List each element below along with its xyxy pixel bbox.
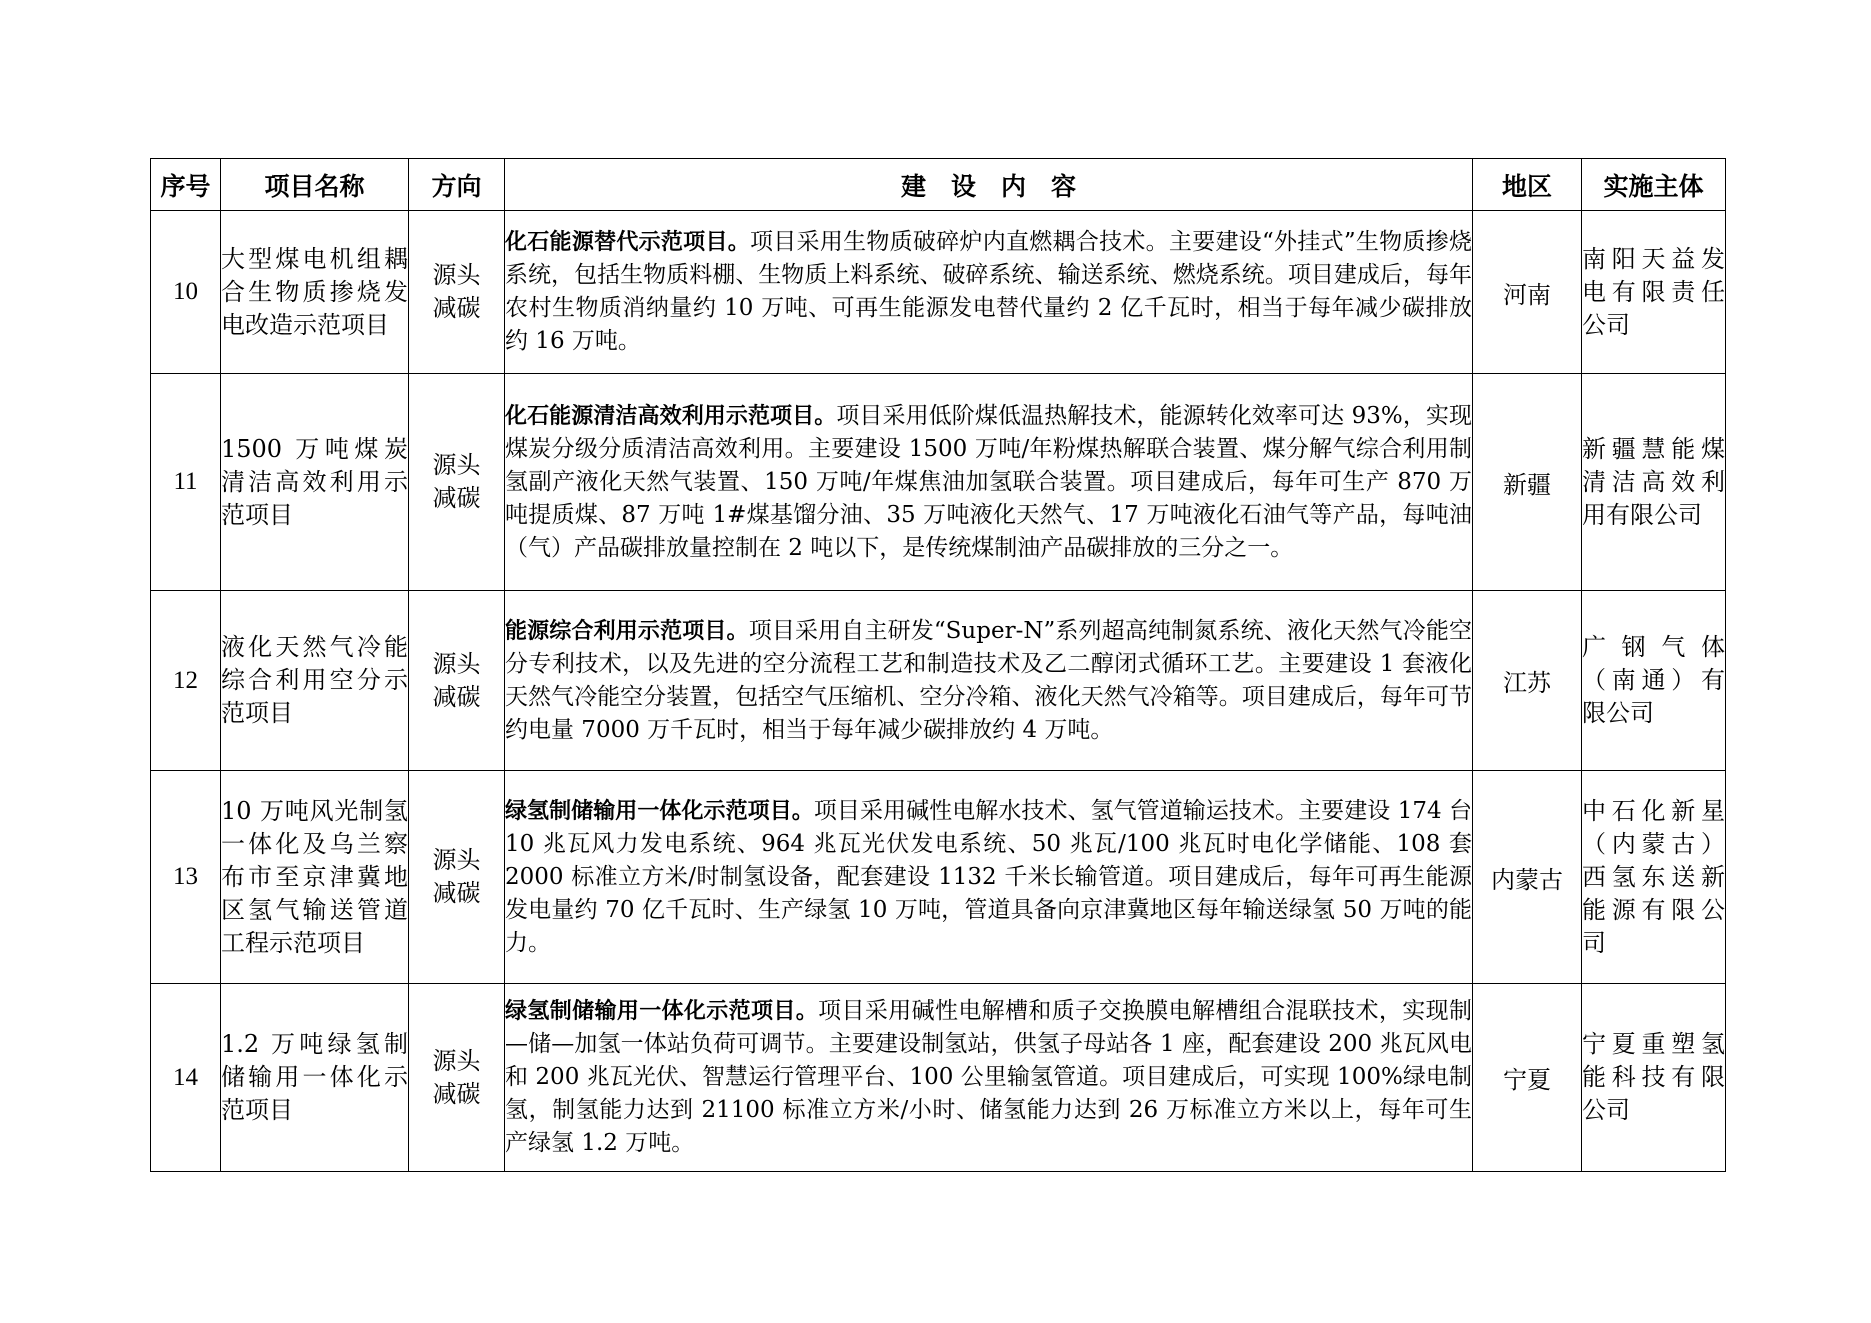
table-row: [151, 591, 1726, 771]
project-name: 10 万吨风光制氢一体化及乌兰察布市至京津冀地区氢气输送管道工程示范项目: [221, 771, 409, 984]
project-content: [505, 211, 1473, 374]
project-org: 广钢气体（南通）有限公司: [1582, 591, 1726, 771]
table-body: [151, 211, 1726, 1172]
project-direction: [409, 211, 505, 374]
direction-line2: 减碳: [432, 682, 481, 711]
project-name: 1.2 万吨绿氢制储输用一体化示范项目: [221, 984, 409, 1172]
header-num: 序号: [151, 159, 221, 211]
row-num: 11: [151, 374, 221, 591]
direction-line2: 减碳: [432, 484, 481, 512]
direction-line1: 源头: [432, 846, 481, 874]
project-content: [505, 984, 1473, 1172]
table-row: [151, 771, 1726, 984]
project-region: 宁夏: [1473, 984, 1582, 1172]
direction-line1: 源头: [432, 1046, 481, 1075]
project-direction: [409, 771, 505, 984]
table-row: [151, 374, 1726, 591]
header-org: 实施主体: [1582, 159, 1726, 211]
table-header: [151, 159, 1726, 211]
project-org: 宁夏重塑氢能科技有限公司: [1582, 984, 1726, 1172]
row-num: 14: [151, 984, 221, 1172]
project-region: 江苏: [1473, 591, 1582, 771]
content-body: 项目采用碱性电解槽和质子交换膜电解槽组合混联技术，实现制—储—加氢一体站负荷可调节。主要建设制氢站，供氢子母站各 1 座，配套建设 200 兆瓦风电和 200 兆瓦光伏、智慧运行管理平台、100 公里输氢管道。项目建成后，可实现 100%绿电制氢，制氢能力达到 21100 标准立方米/小时、储氢能力达到 26 万标准立方米以上，每年可生产绿氢 1.2 万吨。: [505, 998, 1472, 1156]
project-region: 内蒙古: [1473, 771, 1582, 984]
row-num: 10: [151, 211, 221, 374]
row-num: 13: [151, 771, 221, 984]
content-body: 项目采用生物质破碎炉内直燃耦合技术。主要建设“外挂式”生物质掺烧系统，包括生物质料棚、生物质上料系统、破碎系统、输送系统、燃烧系统。项目建成后，每年农村生物质消纳量约 10 万吨、可再生能源发电替代量约 2 亿千瓦时，相当于每年减少碳排放约 16 万吨。: [505, 229, 1472, 354]
content-body: 项目采用碱性电解水技术、氢气管道输运技术。主要建设 174 台 10 兆瓦风力发电系统、964 兆瓦光伏发电系统、50 兆瓦/100 兆瓦时电化学储能、108 套 2000 标准立方米/时制氢设备，配套建设 1132 千米长输管道。项目建成后，每年可再生能源发电量约 70 亿千瓦时、生产绿氢 10 万吨，管道具备向京津冀地区每年输送绿氢 50 万吨的能力。: [505, 797, 1472, 956]
project-region: 河南: [1473, 211, 1582, 374]
header-name: 项目名称: [221, 159, 409, 211]
direction-line1: 源头: [432, 261, 481, 289]
direction-line1: 源头: [432, 649, 481, 678]
project-name: 1500 万吨煤炭清洁高效利用示范项目: [221, 374, 409, 591]
content-lead: 化石能源清洁高效利用示范项目。: [505, 403, 837, 429]
table-row: [151, 984, 1726, 1172]
header-direction: 方向: [409, 159, 505, 211]
project-direction: [409, 591, 505, 771]
direction-line2: 减碳: [432, 879, 481, 907]
direction-line2: 减碳: [432, 294, 481, 322]
direction-line2: 减碳: [432, 1079, 481, 1108]
project-content: [505, 771, 1473, 984]
project-content: [505, 591, 1473, 771]
row-num: 12: [151, 591, 221, 771]
project-name: 大型煤电机组耦合生物质掺烧发电改造示范项目: [221, 211, 409, 374]
project-org: 新疆慧能煤清洁高效利用有限公司: [1582, 374, 1726, 591]
project-direction: [409, 984, 505, 1172]
project-org: 南阳天益发电有限责任公司: [1582, 211, 1726, 374]
header-content: 建 设 内 容: [505, 159, 1473, 211]
content-lead: 化石能源替代示范项目。: [505, 230, 751, 255]
project-org: 中石化新星（内蒙古）西氢东送新能源有限公司: [1582, 771, 1726, 984]
table-row: [151, 211, 1726, 374]
project-direction: [409, 374, 505, 591]
content-body: 项目采用自主研发“Super-N”系列超高纯制氮系统、液化天然气冷能空分专利技术，以及先进的空分流程工艺和制造技术及乙二醇闭式循环工艺。主要建设 1 套液化天然气冷能空分装置，包括空气压缩机、空分冷箱、液化天然气冷箱等。项目建成后，每年可节约电量 7000 万千瓦时，相当于每年减少碳排放约 4 万吨。: [505, 617, 1472, 743]
content-lead: 能源综合利用示范项目。: [505, 618, 749, 644]
content-lead: 绿氢制储输用一体化示范项目。: [505, 798, 814, 824]
project-region: 新疆: [1473, 374, 1582, 591]
header-row: [151, 159, 1726, 211]
projects-table: [150, 158, 1726, 1172]
content-body: 项目采用低阶煤低温热解技术，能源转化效率可达 93%，实现煤炭分级分质清洁高效利用。主要建设 1500 万吨/年粉煤热解联合装置、煤分解气综合利用制氢副产液化天然气装置、150 万吨/年煤焦油加氢联合装置。项目建成后，每年可生产 870 万吨提质煤、87 万吨 1#煤基馏分油、35 万吨液化天然气、17 万吨液化石油气等产品，每吨油（气）产品碳排放量控制在 2 吨以下，是传统煤制油产品碳排放的三分之一。: [505, 402, 1472, 561]
header-region: 地区: [1473, 159, 1582, 211]
project-content: [505, 374, 1473, 591]
direction-line1: 源头: [432, 451, 481, 479]
project-name: 液化天然气冷能综合利用空分示范项目: [221, 591, 409, 771]
content-lead: 绿氢制储输用一体化示范项目。: [505, 999, 819, 1024]
